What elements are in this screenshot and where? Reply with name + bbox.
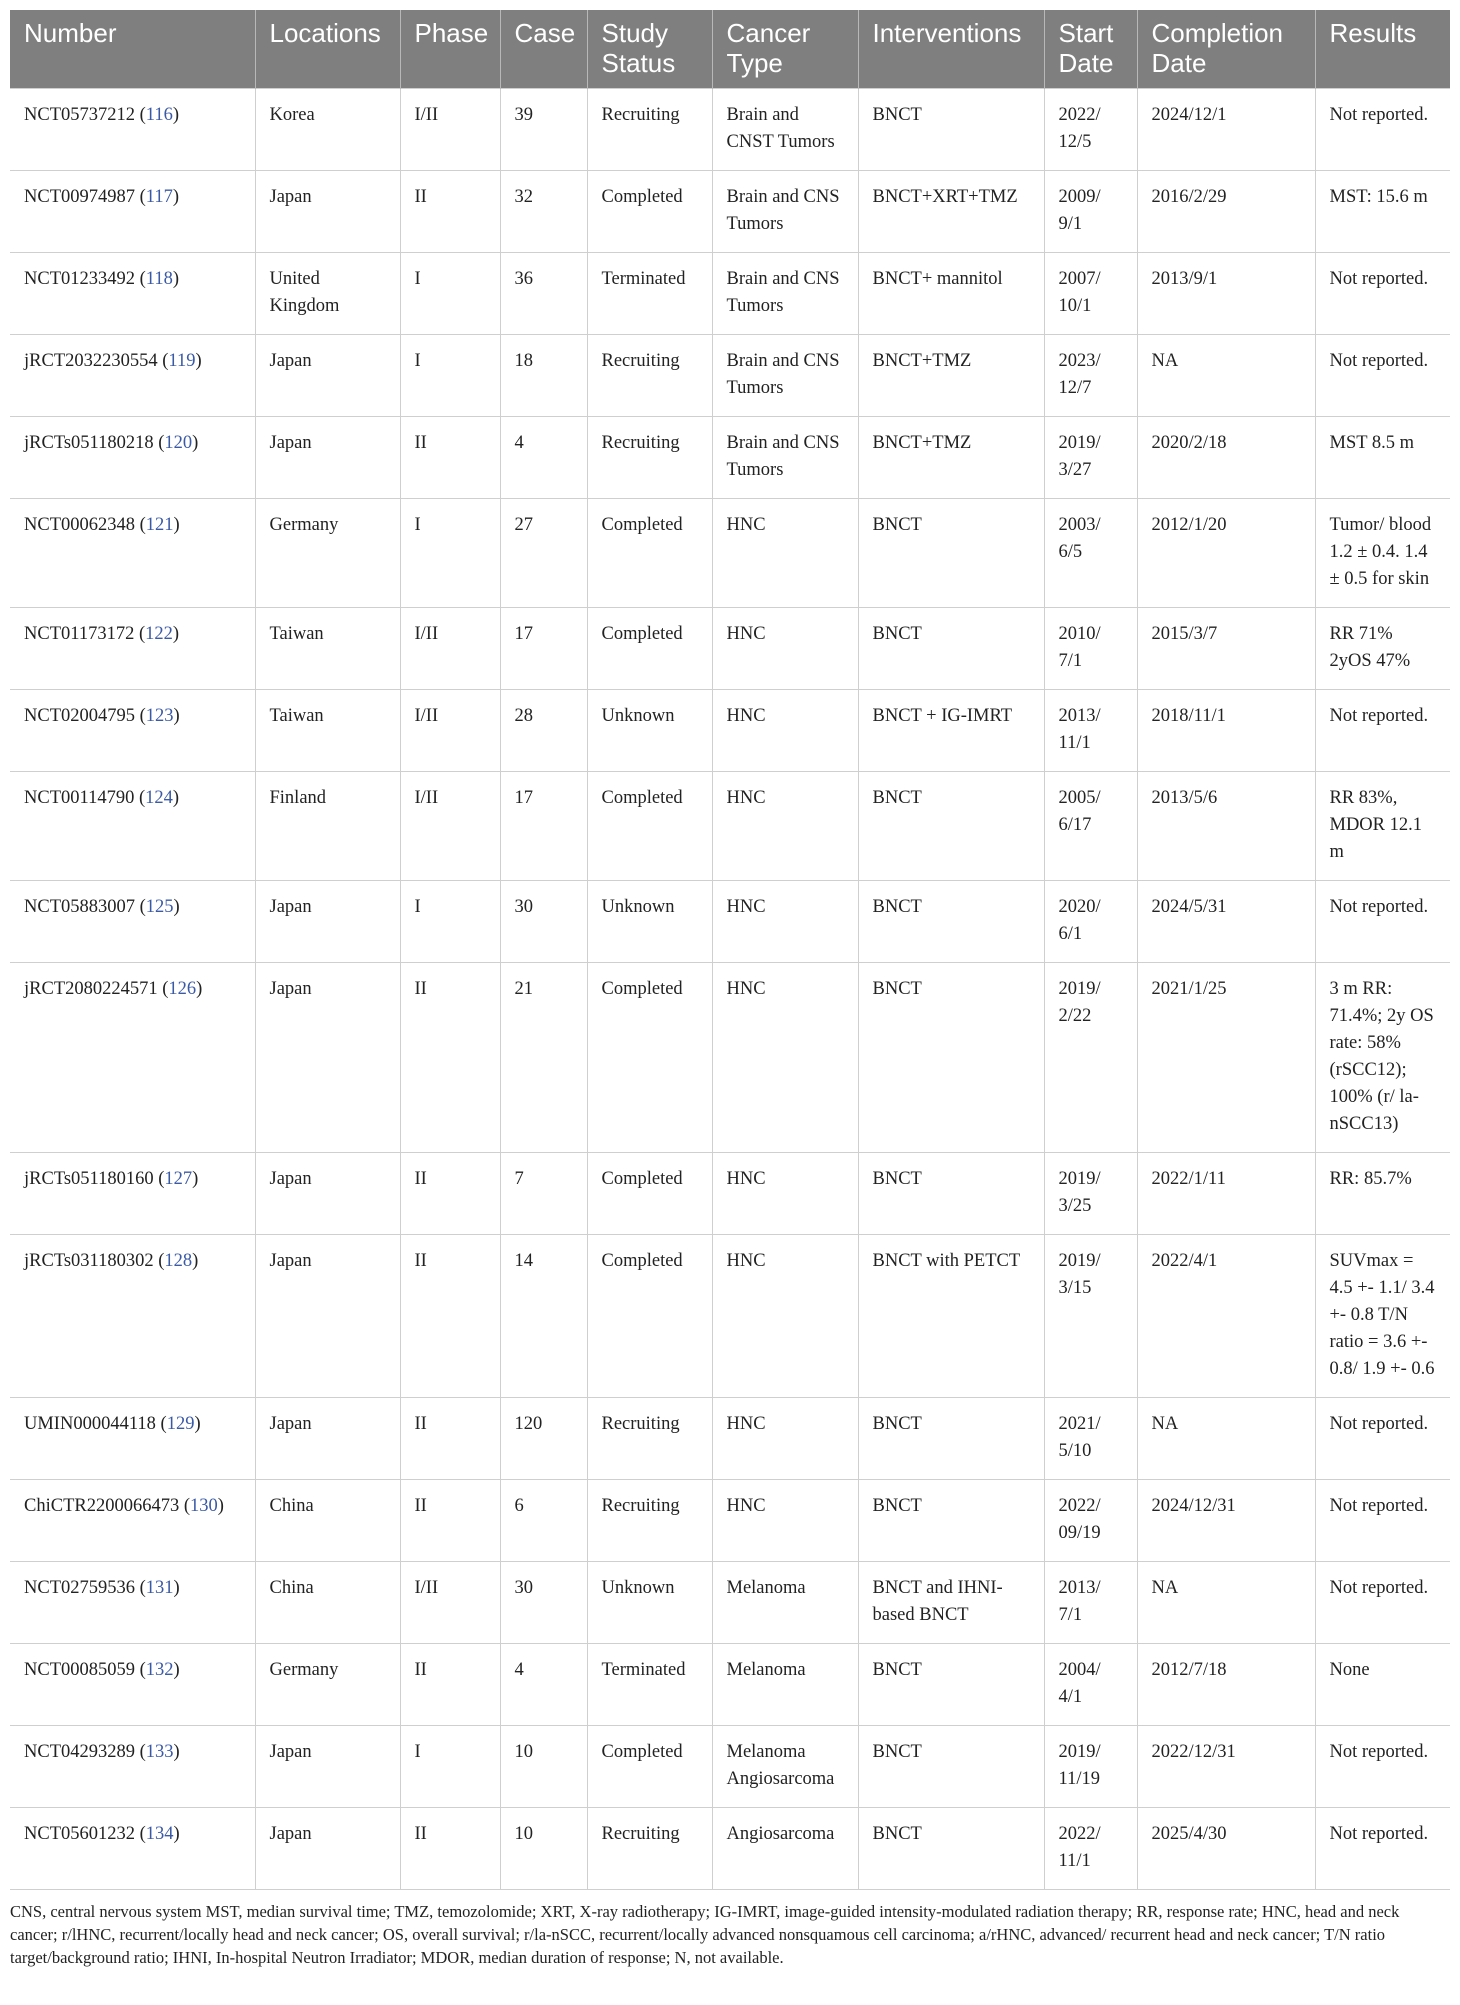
- cell-case: 6: [500, 1480, 587, 1562]
- cell-study-status: Unknown: [587, 690, 712, 772]
- cell-start-date: 2013/ 7/1: [1044, 1562, 1137, 1644]
- trial-id: NCT00114790: [24, 788, 135, 808]
- cell-intervention: BNCT: [858, 1808, 1044, 1890]
- reference-link[interactable]: 133: [145, 1742, 174, 1762]
- reference-link[interactable]: 124: [145, 788, 173, 808]
- cell-cancer-type: Melanoma: [712, 1562, 858, 1644]
- cell-intervention: BNCT: [858, 1398, 1044, 1480]
- cell-location: Germany: [255, 499, 400, 608]
- cell-location: Japan: [255, 1153, 400, 1235]
- cell-cancer-type: HNC: [712, 1480, 858, 1562]
- cell-study-status: Completed: [587, 171, 712, 253]
- cell-location: Japan: [255, 881, 400, 963]
- cell-intervention: BNCT + IG-IMRT: [858, 690, 1044, 772]
- cell-start-date: 2019/ 3/27: [1044, 417, 1137, 499]
- table-row: [10, 1726, 1450, 1808]
- cell-location: Korea: [255, 89, 400, 171]
- table-row: [10, 1153, 1450, 1235]
- cell-results: Tumor/ blood 1.2 ± 0.4. 1.4 ± 0.5 for skin: [1315, 499, 1450, 608]
- cell-intervention: BNCT: [858, 881, 1044, 963]
- header-row: [10, 10, 1450, 89]
- cell-location: Japan: [255, 1726, 400, 1808]
- reference-link[interactable]: 117: [145, 187, 173, 207]
- cell-number: ChiCTR2200066473 (130): [10, 1480, 255, 1562]
- cell-intervention: BNCT: [858, 608, 1044, 690]
- header-phase: Phase: [400, 10, 500, 89]
- cell-phase: II: [400, 1644, 500, 1726]
- reference-link[interactable]: 130: [190, 1496, 218, 1516]
- header-completion-date: Completion Date: [1137, 10, 1315, 89]
- cell-study-status: Completed: [587, 499, 712, 608]
- cell-phase: I: [400, 253, 500, 335]
- cell-location: China: [255, 1562, 400, 1644]
- cell-cancer-type: Melanoma: [712, 1644, 858, 1726]
- cell-intervention: BNCT: [858, 963, 1044, 1153]
- cell-start-date: 2003/ 6/5: [1044, 499, 1137, 608]
- trial-id: jRCTs031180302: [24, 1251, 154, 1271]
- cell-location: Japan: [255, 417, 400, 499]
- cell-number: jRCTs051180218 (120): [10, 417, 255, 499]
- cell-location: Japan: [255, 1235, 400, 1398]
- cell-results: RR 83%, MDOR 12.1 m: [1315, 772, 1450, 881]
- trial-id: jRCT2080224571: [24, 979, 158, 999]
- cell-phase: II: [400, 1398, 500, 1480]
- table-row: [10, 1235, 1450, 1398]
- cell-cancer-type: Brain and CNS Tumors: [712, 253, 858, 335]
- cell-results: Not reported.: [1315, 881, 1450, 963]
- cell-completion-date: 2024/12/1: [1137, 89, 1315, 171]
- reference-link[interactable]: 120: [164, 433, 193, 453]
- header-locations: Locations: [255, 10, 400, 89]
- cell-completion-date: 2022/1/11: [1137, 1153, 1315, 1235]
- reference-link[interactable]: 127: [164, 1169, 193, 1189]
- cell-study-status: Recruiting: [587, 1480, 712, 1562]
- trial-id: NCT00974987: [24, 187, 135, 207]
- cell-start-date: 2019/ 2/22: [1044, 963, 1137, 1153]
- cell-location: Japan: [255, 963, 400, 1153]
- table-body: [10, 89, 1450, 1890]
- cell-case: 21: [500, 963, 587, 1153]
- cell-cancer-type: Melanoma Angiosarcoma: [712, 1726, 858, 1808]
- cell-results: Not reported.: [1315, 1480, 1450, 1562]
- trials-table-container: [10, 10, 1450, 1969]
- table-row: [10, 881, 1450, 963]
- cell-start-date: 2007/ 10/1: [1044, 253, 1137, 335]
- cell-study-status: Completed: [587, 1726, 712, 1808]
- cell-results: SUVmax = 4.5 +- 1.1/ 3.4 +- 0.8 T/N ratio = 3.6 +- 0.8/ 1.9 +- 0.6: [1315, 1235, 1450, 1398]
- cell-completion-date: 2021/1/25: [1137, 963, 1315, 1153]
- cell-number: NCT02004795 (123): [10, 690, 255, 772]
- cell-start-date: 2022/ 09/19: [1044, 1480, 1137, 1562]
- trial-id: ChiCTR2200066473: [24, 1496, 180, 1516]
- cell-start-date: 2010/ 7/1: [1044, 608, 1137, 690]
- cell-case: 39: [500, 89, 587, 171]
- trial-id: NCT05737212: [24, 105, 135, 125]
- trial-id: jRCTs051180160: [24, 1169, 154, 1189]
- cell-study-status: Recruiting: [587, 89, 712, 171]
- reference-link[interactable]: 121: [145, 515, 174, 535]
- cell-cancer-type: HNC: [712, 881, 858, 963]
- cell-case: 17: [500, 772, 587, 881]
- cell-start-date: 2023/ 12/7: [1044, 335, 1137, 417]
- cell-intervention: BNCT and IHNI-based BNCT: [858, 1562, 1044, 1644]
- cell-study-status: Recruiting: [587, 1808, 712, 1890]
- cell-completion-date: 2024/12/31: [1137, 1480, 1315, 1562]
- cell-location: Germany: [255, 1644, 400, 1726]
- trial-id: jRCT2032230554: [24, 351, 158, 371]
- table-row: [10, 1644, 1450, 1726]
- cell-intervention: BNCT: [858, 1153, 1044, 1235]
- table-row: [10, 417, 1450, 499]
- cell-case: 7: [500, 1153, 587, 1235]
- cell-study-status: Terminated: [587, 1644, 712, 1726]
- cell-intervention: BNCT+TMZ: [858, 417, 1044, 499]
- trial-id: jRCTs051180218: [24, 433, 154, 453]
- cell-case: 27: [500, 499, 587, 608]
- cell-completion-date: 2013/9/1: [1137, 253, 1315, 335]
- cell-results: MST: 15.6 m: [1315, 171, 1450, 253]
- cell-completion-date: 2022/12/31: [1137, 1726, 1315, 1808]
- cell-number: NCT00114790 (124): [10, 772, 255, 881]
- cell-results: RR 71% 2yOS 47%: [1315, 608, 1450, 690]
- cell-cancer-type: HNC: [712, 963, 858, 1153]
- reference-link[interactable]: 132: [145, 1660, 174, 1680]
- cell-results: Not reported.: [1315, 1726, 1450, 1808]
- cell-completion-date: 2022/4/1: [1137, 1235, 1315, 1398]
- cell-intervention: BNCT+ mannitol: [858, 253, 1044, 335]
- cell-results: Not reported.: [1315, 253, 1450, 335]
- cell-phase: I/II: [400, 1562, 500, 1644]
- cell-completion-date: 2012/1/20: [1137, 499, 1315, 608]
- cell-intervention: BNCT: [858, 772, 1044, 881]
- cell-start-date: 2020/ 6/1: [1044, 881, 1137, 963]
- cell-location: Japan: [255, 1808, 400, 1890]
- cell-number: NCT00062348 (121): [10, 499, 255, 608]
- cell-intervention: BNCT: [858, 89, 1044, 171]
- cell-phase: I: [400, 499, 500, 608]
- cell-intervention: BNCT+XRT+TMZ: [858, 171, 1044, 253]
- cell-location: Finland: [255, 772, 400, 881]
- cell-number: NCT05601232 (134): [10, 1808, 255, 1890]
- cell-case: 10: [500, 1726, 587, 1808]
- cell-start-date: 2019/ 3/15: [1044, 1235, 1137, 1398]
- trial-id: UMIN000044118: [24, 1414, 156, 1434]
- cell-results: Not reported.: [1315, 335, 1450, 417]
- cell-phase: I/II: [400, 690, 500, 772]
- table-row: [10, 1808, 1450, 1890]
- trial-id: NCT00062348: [24, 515, 135, 535]
- cell-results: 3 m RR: 71.4%; 2y OS rate: 58% (rSCC12); 100% (r/ la-nSCC13): [1315, 963, 1450, 1153]
- cell-number: NCT02759536 (131): [10, 1562, 255, 1644]
- cell-phase: I: [400, 881, 500, 963]
- reference-link[interactable]: 119: [168, 351, 196, 371]
- cell-case: 30: [500, 1562, 587, 1644]
- cell-location: Japan: [255, 1398, 400, 1480]
- cell-results: Not reported.: [1315, 89, 1450, 171]
- table-row: [10, 89, 1450, 171]
- cell-phase: II: [400, 1235, 500, 1398]
- cell-completion-date: 2025/4/30: [1137, 1808, 1315, 1890]
- cell-phase: II: [400, 171, 500, 253]
- header-case: Case: [500, 10, 587, 89]
- cell-completion-date: 2012/7/18: [1137, 1644, 1315, 1726]
- trial-id: NCT02759536: [24, 1578, 135, 1598]
- cell-cancer-type: Brain and CNS Tumors: [712, 417, 858, 499]
- cell-phase: II: [400, 417, 500, 499]
- cell-location: Japan: [255, 335, 400, 417]
- cell-study-status: Unknown: [587, 881, 712, 963]
- cell-case: 36: [500, 253, 587, 335]
- reference-link[interactable]: 125: [145, 897, 174, 917]
- trial-id: NCT02004795: [24, 706, 135, 726]
- cell-case: 32: [500, 171, 587, 253]
- trial-id: NCT01173172: [24, 624, 135, 644]
- cell-intervention: BNCT: [858, 1644, 1044, 1726]
- cell-case: 10: [500, 1808, 587, 1890]
- clinical-trials-table: [10, 10, 1450, 1890]
- reference-link[interactable]: 116: [145, 105, 173, 125]
- cell-intervention: BNCT: [858, 1726, 1044, 1808]
- cell-study-status: Recruiting: [587, 335, 712, 417]
- cell-cancer-type: Angiosarcoma: [712, 1808, 858, 1890]
- cell-phase: I/II: [400, 608, 500, 690]
- cell-number: NCT00974987 (117): [10, 171, 255, 253]
- cell-completion-date: 2015/3/7: [1137, 608, 1315, 690]
- cell-number: NCT04293289 (133): [10, 1726, 255, 1808]
- cell-number: NCT05737212 (116): [10, 89, 255, 171]
- cell-number: UMIN000044118 (129): [10, 1398, 255, 1480]
- reference-link[interactable]: 129: [166, 1414, 195, 1434]
- cell-results: Not reported.: [1315, 1398, 1450, 1480]
- cell-study-status: Recruiting: [587, 417, 712, 499]
- cell-intervention: BNCT: [858, 1480, 1044, 1562]
- cell-location: United Kingdom: [255, 253, 400, 335]
- reference-link[interactable]: 122: [145, 624, 173, 644]
- cell-cancer-type: Brain and CNST Tumors: [712, 89, 858, 171]
- table-row: [10, 1398, 1450, 1480]
- cell-number: jRCT2032230554 (119): [10, 335, 255, 417]
- cell-intervention: BNCT+TMZ: [858, 335, 1044, 417]
- table-row: [10, 690, 1450, 772]
- cell-completion-date: 2016/2/29: [1137, 171, 1315, 253]
- cell-case: 17: [500, 608, 587, 690]
- reference-link[interactable]: 118: [145, 269, 173, 289]
- cell-number: NCT01173172 (122): [10, 608, 255, 690]
- trial-id: NCT05601232: [24, 1824, 135, 1844]
- cell-completion-date: NA: [1137, 335, 1315, 417]
- cell-cancer-type: HNC: [712, 772, 858, 881]
- trial-id: NCT01233492: [24, 269, 135, 289]
- cell-case: 28: [500, 690, 587, 772]
- table-row: [10, 499, 1450, 608]
- header-results: Results: [1315, 10, 1450, 89]
- cell-phase: I/II: [400, 772, 500, 881]
- table-row: [10, 1562, 1450, 1644]
- cell-number: NCT00085059 (132): [10, 1644, 255, 1726]
- cell-study-status: Completed: [587, 772, 712, 881]
- cell-results: None: [1315, 1644, 1450, 1726]
- cell-location: Taiwan: [255, 608, 400, 690]
- header-number: Number: [10, 10, 255, 89]
- cell-start-date: 2022/ 11/1: [1044, 1808, 1137, 1890]
- reference-link[interactable]: 128: [164, 1251, 193, 1271]
- cell-location: China: [255, 1480, 400, 1562]
- cell-results: MST 8.5 m: [1315, 417, 1450, 499]
- cell-start-date: 2009/ 9/1: [1044, 171, 1137, 253]
- cell-study-status: Completed: [587, 1153, 712, 1235]
- trial-id: NCT05883007: [24, 897, 135, 917]
- cell-phase: II: [400, 1808, 500, 1890]
- cell-cancer-type: Brain and CNS Tumors: [712, 171, 858, 253]
- cell-number: NCT05883007 (125): [10, 881, 255, 963]
- header-study-status: Study Status: [587, 10, 712, 89]
- trial-id: NCT00085059: [24, 1660, 135, 1680]
- cell-phase: II: [400, 1153, 500, 1235]
- cell-study-status: Unknown: [587, 1562, 712, 1644]
- reference-link[interactable]: 123: [145, 706, 174, 726]
- cell-phase: II: [400, 1480, 500, 1562]
- cell-number: jRCTs051180160 (127): [10, 1153, 255, 1235]
- trial-id: NCT04293289: [24, 1742, 135, 1762]
- cell-cancer-type: Brain and CNS Tumors: [712, 335, 858, 417]
- cell-study-status: Terminated: [587, 253, 712, 335]
- header-start-date: Start Date: [1044, 10, 1137, 89]
- cell-case: 4: [500, 417, 587, 499]
- cell-completion-date: 2018/11/1: [1137, 690, 1315, 772]
- cell-start-date: 2004/ 4/1: [1044, 1644, 1137, 1726]
- cell-start-date: 2021/ 5/10: [1044, 1398, 1137, 1480]
- cell-location: Taiwan: [255, 690, 400, 772]
- table-row: [10, 171, 1450, 253]
- cell-completion-date: 2013/5/6: [1137, 772, 1315, 881]
- cell-case: 4: [500, 1644, 587, 1726]
- cell-number: jRCT2080224571 (126): [10, 963, 255, 1153]
- table-row: [10, 1480, 1450, 1562]
- cell-completion-date: NA: [1137, 1562, 1315, 1644]
- cell-cancer-type: HNC: [712, 1235, 858, 1398]
- table-row: [10, 335, 1450, 417]
- cell-cancer-type: HNC: [712, 608, 858, 690]
- reference-link[interactable]: 131: [145, 1578, 174, 1598]
- reference-link[interactable]: 134: [145, 1824, 174, 1844]
- cell-study-status: Completed: [587, 1235, 712, 1398]
- cell-start-date: 2022/ 12/5: [1044, 89, 1137, 171]
- cell-start-date: 2019/ 3/25: [1044, 1153, 1137, 1235]
- cell-case: 14: [500, 1235, 587, 1398]
- cell-results: RR: 85.7%: [1315, 1153, 1450, 1235]
- cell-number: jRCTs031180302 (128): [10, 1235, 255, 1398]
- cell-cancer-type: HNC: [712, 499, 858, 608]
- cell-location: Japan: [255, 171, 400, 253]
- cell-cancer-type: HNC: [712, 1398, 858, 1480]
- header-cancer-type: Cancer Type: [712, 10, 858, 89]
- cell-results: Not reported.: [1315, 690, 1450, 772]
- cell-start-date: 2013/ 11/1: [1044, 690, 1137, 772]
- cell-completion-date: 2024/5/31: [1137, 881, 1315, 963]
- cell-study-status: Completed: [587, 608, 712, 690]
- cell-case: 120: [500, 1398, 587, 1480]
- cell-cancer-type: HNC: [712, 690, 858, 772]
- cell-results: Not reported.: [1315, 1808, 1450, 1890]
- cell-results: Not reported.: [1315, 1562, 1450, 1644]
- cell-phase: I: [400, 335, 500, 417]
- table-row: [10, 608, 1450, 690]
- cell-phase: II: [400, 963, 500, 1153]
- cell-number: NCT01233492 (118): [10, 253, 255, 335]
- cell-start-date: 2005/ 6/17: [1044, 772, 1137, 881]
- cell-case: 18: [500, 335, 587, 417]
- cell-completion-date: NA: [1137, 1398, 1315, 1480]
- reference-link[interactable]: 126: [168, 979, 197, 999]
- cell-intervention: BNCT with PETCT: [858, 1235, 1044, 1398]
- cell-completion-date: 2020/2/18: [1137, 417, 1315, 499]
- table-row: [10, 963, 1450, 1153]
- cell-case: 30: [500, 881, 587, 963]
- cell-intervention: BNCT: [858, 499, 1044, 608]
- cell-study-status: Completed: [587, 963, 712, 1153]
- table-footnote: CNS, central nervous system MST, median survival time; TMZ, temozolomide; XRT, X-ray radiotherapy; IG-IMRT, image-guided intensity-modulated radiation therapy; RR, response rate; HNC, head and neck cancer; r/lHNC, recurrent/locally head and neck cancer; OS, overall survival; r/la-nSCC, recurrent/locally advanced nonsquamous cell carcinoma; a/rHNC, advanced/ recurrent head and neck cancer; T/N ratio target/background ratio; IHNI, In-hospital Neutron Irradiator; MDOR, median duration of response; N, not available.: [10, 1902, 1400, 1967]
- cell-study-status: Recruiting: [587, 1398, 712, 1480]
- header-interventions: Interventions: [858, 10, 1044, 89]
- cell-phase: I: [400, 1726, 500, 1808]
- table-row: [10, 772, 1450, 881]
- cell-phase: I/II: [400, 89, 500, 171]
- cell-start-date: 2019/ 11/19: [1044, 1726, 1137, 1808]
- table-row: [10, 253, 1450, 335]
- cell-cancer-type: HNC: [712, 1153, 858, 1235]
